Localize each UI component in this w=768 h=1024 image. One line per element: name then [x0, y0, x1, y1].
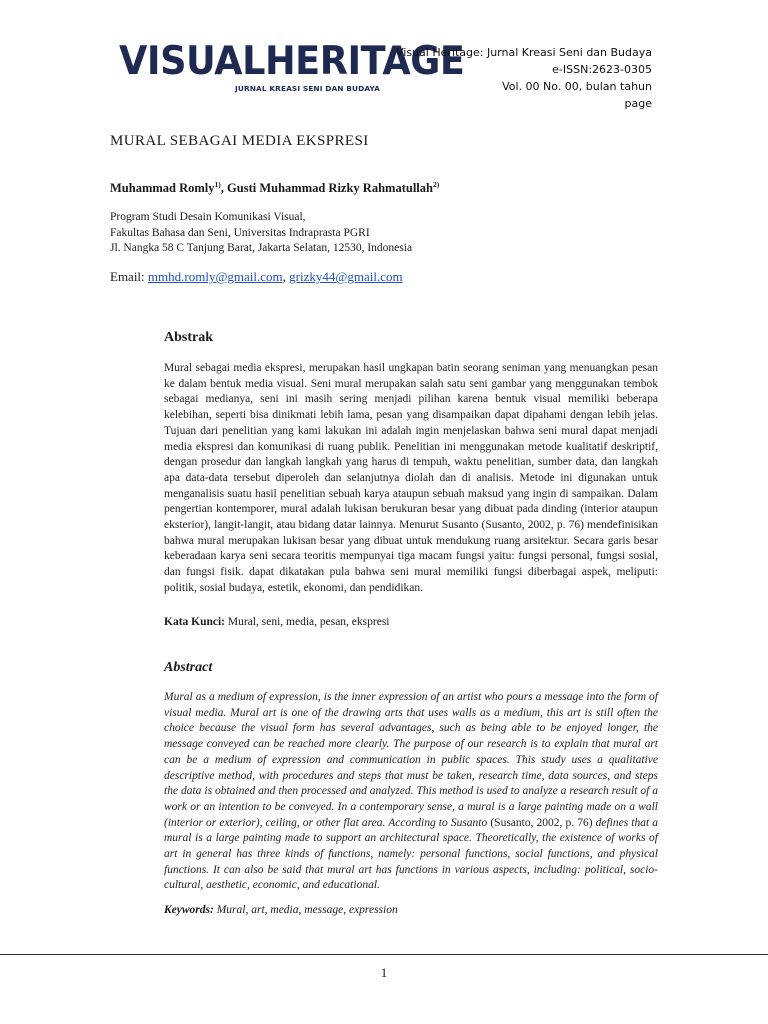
author-separator: ,: [220, 181, 228, 196]
keywords-label: Keywords:: [164, 904, 217, 916]
journal-name: Visual Heritage: Jurnal Kreasi Seni dan Budaya: [395, 46, 652, 59]
author-affil-mark: 1): [214, 180, 221, 189]
footer-divider: [0, 954, 768, 955]
affiliation-line: Fakultas Bahasa dan Seni, Universitas Indraprasta PGRI: [110, 226, 370, 239]
abstract-text: Mural as a medium of expression, is the inner expression of an artist who pours a message into the form of visual media. Mural art is one of the drawing arts that uses walls as a medium, this art is still often the choice because the visual form has several advantages, such as being able to be enjoyed longer, the message conveyed can be reached more clearly. The purpose of our research is to explain that mural art can be a medium of expression and communication in public spaces. This study uses a qualitative descriptive method, with procedures and steps that must be taken, research time, data sources, and steps the data is obtained and then processed and analyzed. This method is used to analyze a research result of a work or an intention to be conveyed. In a contemporary sense, a mural is a large painting made on a wall (interior or exterior), ceiling, or other flat area. According to Susanto: [164, 691, 658, 829]
keywords-text: Mural, art, media, message, expression: [216, 904, 398, 916]
abstract-text: defines that a mural is a large painting made to support an architectural space. Theoretically, the existence of works of art in general has three kinds of functions, namely: personal functions, social functions, and physical functions. It can also be said that mural art has functions in various aspects, including: political, socio-cultural, aesthetic, economic, and educational.: [164, 816, 658, 892]
affiliation-line: Jl. Nangka 58 C Tanjung Barat, Jakarta Selatan, 12530, Indonesia: [110, 242, 413, 254]
abstract-citation: (Susanto, 2002, p. 76): [490, 816, 593, 829]
email-line: [110, 269, 403, 285]
journal-logo-subtitle: JURNAL KREASI SENI DAN BUDAYA: [235, 84, 380, 93]
author-name: Muhammad Romly: [110, 181, 215, 196]
kata-kunci-label: Kata Kunci:: [164, 616, 228, 628]
author-list: [110, 180, 439, 196]
kata-kunci-text: Mural, seni, media, pesan, ekspresi: [227, 616, 390, 628]
journal-volume: Vol. 00 No. 00, bulan tahun: [502, 80, 652, 93]
author-affil-mark: 2): [432, 180, 440, 189]
author-name: Gusti Muhammad Rizky Rahmatullah: [227, 181, 433, 196]
abstrak-body: Mural sebagai media ekspresi, merupakan hasil ungkapan batin seorang seniman yang menuangkan pesan ke dalam bentuk media visual. Seni mural merupakan salah satu seni gambar yang menggunakan tembok sebagai medianya, seni ini masih sering menjadi pilihan karena bentuk visual memiliki beberapa kelebihan, seperti bisa dinikmati lebih lama, pesan yang disampaikan dapat dipahami dengan lebih jelas. Tujuan dari penelitian yang kami lakukan ini adalah ingin menjelaskan bahwa seni mural dapat menjadi media ekspresi dan komunikasi di ruang publik. Penelitian ini menggunakan metode kualitatif deskriptif, dengan prosedur dan langkah langkah yang harus di tempuh, waktu penelitian, sumber data, dan langkah apa data-data tersebut diperoleh dan selanjutnya diolah dan di analisis. Metode ini digunakan untuk menganalisis suatu hasil penelitian sebuah karya ataupun sebuah maksud yang ingin di sampaikan. Dalam pengertian kontemporer, mural adalah lukisan berukuran besar yang dibuat pada dinding (interior ataupun eksterior), langit-langit, atau bidang datar lainnya. Menurut Susanto (Susanto, 2002, p. 76) mendefinisikan bahwa mural merupakan lukisan besar yang dibuat untuk mendukung ruang arsitektur. Secara garis besar keberadaan karya seni secara teoritis mempunyai tiga macam fungsi yaitu: fungsi personal, fungsi sosial, dan fungsi fisik. dapat dikatakan pula bahwa seni mural memiliki fungsi diberbagai aspek, meliputi: politik, sosial budaya, estetik, ekonomi, dan pendidikan.: [164, 362, 658, 594]
kata-kunci: [164, 616, 390, 628]
journal-info: [352, 44, 652, 112]
abstract-body: [164, 690, 658, 894]
keywords: [164, 904, 398, 916]
abstrak-heading: Abstrak: [164, 330, 214, 345]
email-link[interactable]: grizky44@gmail.com: [289, 269, 403, 284]
affiliation: [110, 210, 412, 257]
journal-logo-wordmark: VISUALHERITAGE: [119, 39, 465, 84]
email-separator: ,: [282, 269, 290, 284]
journal-page: page: [624, 97, 652, 110]
email-label: Email:: [110, 269, 148, 284]
email-link[interactable]: mmhd.romly@gmail.com: [147, 269, 283, 284]
page-number: 1: [380, 965, 388, 980]
article-title: MURAL SEBAGAI MEDIA EKSPRESI: [110, 133, 369, 149]
abstract-heading: Abstract: [164, 660, 213, 675]
journal-issn: e-ISSN:2623-0305: [552, 63, 652, 76]
affiliation-line: Program Studi Desain Komunikasi Visual,: [110, 211, 306, 223]
